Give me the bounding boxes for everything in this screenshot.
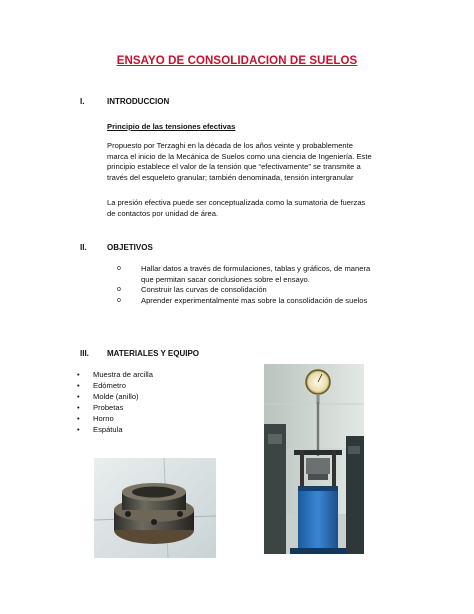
objective-item <box>117 285 417 296</box>
intro-paragraph-2 <box>107 198 407 219</box>
intro-p2-line: La presión efectiva puede ser conceptualizada como la sumatoria de fuerzas <box>107 198 366 207</box>
material-item <box>77 424 237 435</box>
objective-item <box>117 296 417 307</box>
section-3-number: III. <box>80 349 89 358</box>
consolidometer-photo <box>264 364 364 554</box>
list-marker: o <box>117 286 121 294</box>
material-item <box>77 369 237 380</box>
intro-subtitle: Principio de las tensiones efectivas <box>107 122 236 131</box>
material-text: Muestra de arcilla <box>93 370 153 379</box>
intro-p2-line: de contactos por unidad de área. <box>107 208 219 218</box>
material-item <box>77 413 237 424</box>
list-marker: o <box>117 265 121 272</box>
bullet-icon: • <box>77 370 80 379</box>
mold-ring-photo <box>94 458 216 558</box>
objectives-list <box>117 264 417 306</box>
intro-p1-line: Propuesto por Terzaghi en la década de los años veinte y probablemente <box>107 141 353 150</box>
bullet-icon: • <box>77 403 80 412</box>
material-item <box>77 391 237 402</box>
section-2-number: II. <box>80 243 87 252</box>
objective-item <box>117 264 417 285</box>
material-text: Molde (anillo) <box>93 392 139 401</box>
bullet-icon: • <box>77 425 80 434</box>
intro-p1-line: través del esqueleto granular; también denominada, tensión intergranular <box>107 172 354 182</box>
list-marker: o <box>117 296 121 304</box>
material-item <box>77 380 237 391</box>
section-2-title: OBJETIVOS <box>107 243 153 252</box>
intro-p1-line: principio establece el valor de la tensión que “efectivamente” se transmite a <box>107 162 361 172</box>
section-3-title: MATERIALES Y EQUIPO <box>107 349 200 358</box>
objective-text: Construir las curvas de consolidación <box>141 285 267 295</box>
material-text: Horno <box>93 414 114 423</box>
intro-p1-line: marca el inicio de la Mecánica de Suelos como una ciencia de Ingeniería. Este <box>107 151 372 161</box>
intro-paragraph-1 <box>107 141 407 183</box>
bullet-icon: • <box>77 414 80 423</box>
objective-text: Hallar datos a través de formulaciones, tablas y gráficos, de manera <box>141 264 371 273</box>
section-1-title: INTRODUCCION <box>107 97 170 106</box>
materials-list <box>77 369 237 435</box>
objective-text: que permitan sacar conclusiones sobre el ensayo. <box>141 274 310 284</box>
document-title: ENSAYO DE CONSOLIDACION DE SUELOS <box>116 55 358 67</box>
objective-text: Aprender experimentalmente mas sobre la consolidación de suelos <box>141 295 368 305</box>
material-text: Edómetro <box>93 381 126 390</box>
material-text: Espátula <box>93 425 123 434</box>
section-1-number: I. <box>80 97 85 106</box>
material-item <box>77 402 237 413</box>
bullet-icon: • <box>77 381 80 390</box>
bullet-icon: • <box>77 392 80 401</box>
material-text: Probetas <box>93 403 124 412</box>
